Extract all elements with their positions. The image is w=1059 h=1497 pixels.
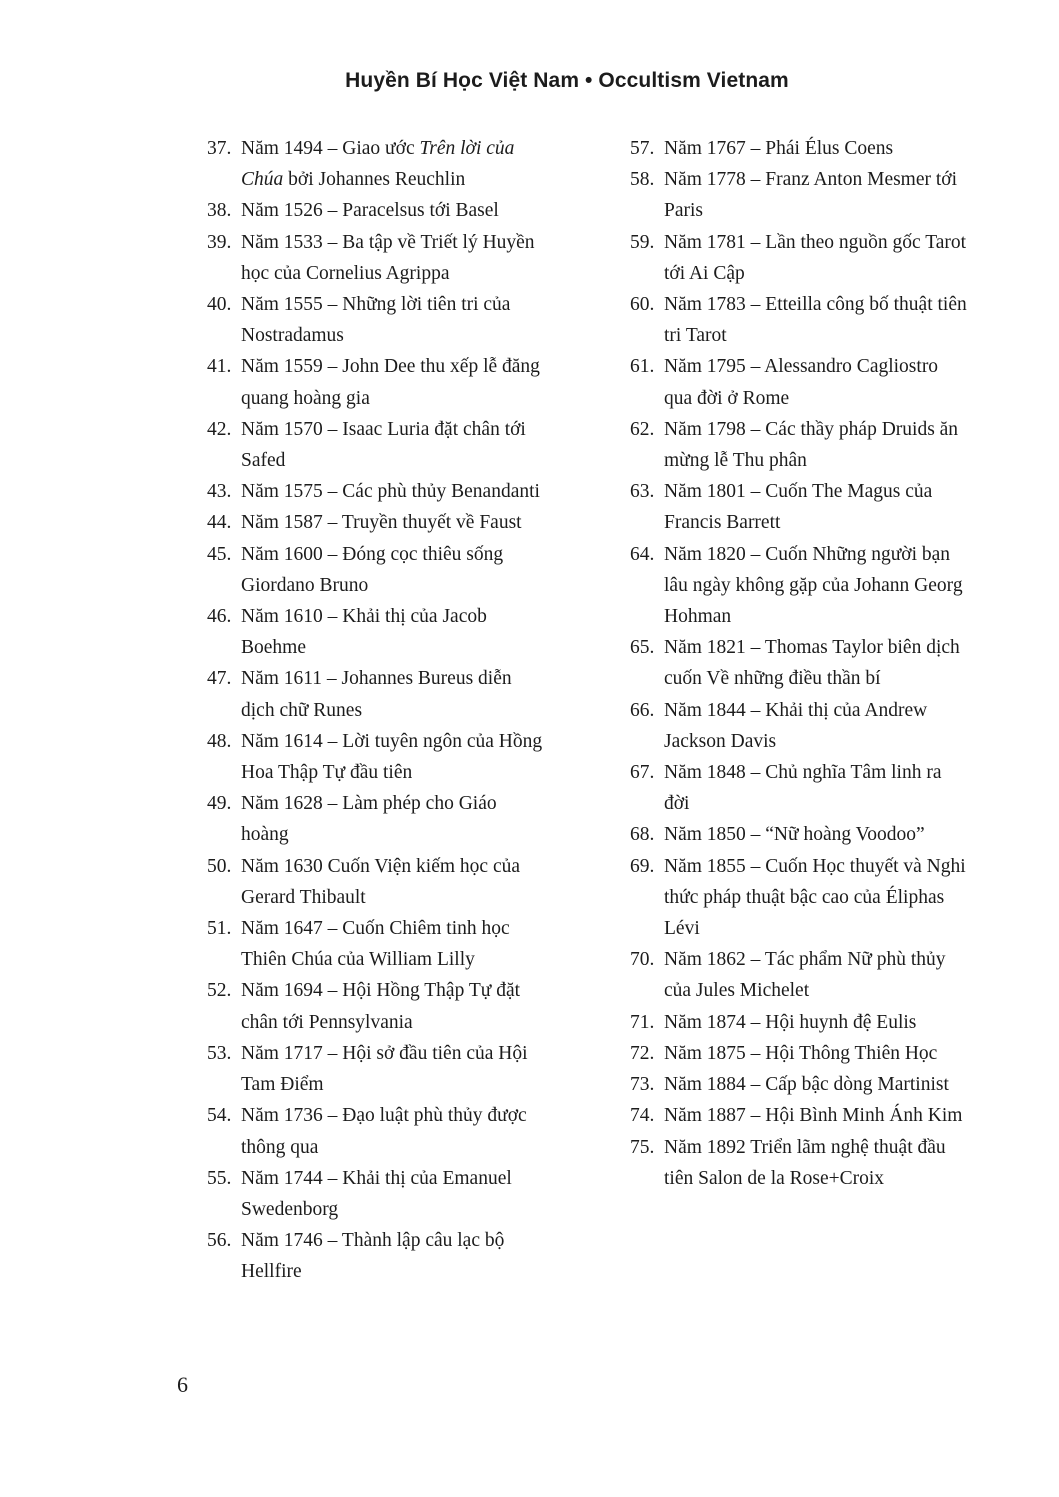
item-number: 50. (207, 855, 232, 877)
list-item (207, 227, 547, 289)
list-item (630, 1100, 970, 1131)
item-text: Năm 1647 – Cuốn Chiêm tinh học Thiên Chúa của William Lilly (241, 918, 510, 971)
item-number: 39. (207, 231, 232, 253)
item-text: Năm 1570 – Isaac Luria đặt chân tới Safed (241, 418, 526, 472)
list-item (630, 819, 970, 850)
list-item (630, 757, 970, 819)
item-text: Năm 1744 – Khải thị của Emanuel Swedenborg (241, 1167, 512, 1220)
list-item (207, 195, 547, 226)
list-item (207, 726, 547, 788)
list-item (207, 1225, 547, 1287)
list-item (630, 1038, 970, 1069)
list-item (207, 133, 547, 195)
item-text: Năm 1778 – Franz Anton Mesmer tới Paris (664, 169, 958, 222)
item-text: Năm 1717 – Hội sở đầu tiên của Hội Tam Điểm (241, 1042, 528, 1096)
item-number: 46. (207, 606, 232, 628)
item-number: 57. (630, 138, 655, 159)
list-item (630, 1132, 970, 1194)
item-text: Năm 1855 – Cuốn Học thuyết và Nghi thức pháp thuật bậc cao của Éliphas Lévi (664, 855, 966, 940)
item-text: Năm 1533 – Ba tập về Triết lý Huyền học của Cornelius Agrippa (241, 231, 535, 284)
list-item (207, 1163, 547, 1225)
item-number: 54. (207, 1105, 232, 1127)
list-item (207, 1038, 547, 1100)
item-number: 48. (207, 730, 232, 752)
timeline-list-left (207, 133, 547, 1288)
item-text: Năm 1874 – Hội huynh đệ Eulis (664, 1011, 917, 1033)
list-item (630, 414, 970, 476)
item-text: Năm 1694 – Hội Hồng Thập Tự đặt chân tới Pennsylvania (241, 980, 521, 1033)
item-text: Năm 1887 – Hội Bình Minh Ánh Kim (664, 1105, 963, 1127)
list-item (630, 851, 970, 945)
item-number: 74. (630, 1105, 655, 1127)
list-item (630, 289, 970, 351)
item-number: 69. (630, 855, 655, 877)
item-text: Năm 1795 – Alessandro Cagliostro qua đời ở Rome (664, 356, 939, 409)
list-item (207, 1100, 547, 1162)
list-item (207, 351, 547, 413)
item-text: Năm 1848 – Chủ nghĩa Tâm linh ra đời (664, 762, 942, 815)
item-text: Năm 1587 – Truyền thuyết về Faust (241, 512, 522, 534)
item-number: 66. (630, 699, 655, 721)
item-text: Năm 1559 – John Dee thu xếp lễ đăng quang hoàng gia (241, 356, 540, 409)
item-number: 72. (630, 1042, 655, 1064)
item-text: Năm 1736 – Đạo luật phù thủy được thông qua (241, 1105, 527, 1158)
item-number: 73. (630, 1074, 655, 1096)
item-number: 58. (630, 169, 655, 191)
list-item (207, 507, 547, 538)
timeline-list-right (630, 133, 970, 1194)
item-number: 65. (630, 637, 655, 659)
list-item (630, 351, 970, 413)
list-item (630, 1069, 970, 1100)
item-text: Năm 1526 – Paracelsus tới Basel (241, 200, 499, 222)
list-item (207, 476, 547, 507)
list-item (207, 414, 547, 476)
list-item (207, 539, 547, 601)
item-number: 45. (207, 543, 232, 565)
item-number: 70. (630, 949, 655, 971)
item-text-italic: Trên lời của Chúa (241, 138, 515, 191)
item-text: Năm 1575 – Các phù thủy Benandanti (241, 481, 540, 503)
list-item (207, 851, 547, 913)
list-item (630, 476, 970, 538)
item-number: 53. (207, 1042, 232, 1064)
list-item (207, 601, 547, 663)
list-item (207, 788, 547, 850)
item-number: 60. (630, 294, 655, 316)
item-number: 68. (630, 824, 655, 846)
list-item (630, 133, 970, 164)
item-number: 51. (207, 918, 232, 940)
item-number: 42. (207, 418, 232, 440)
item-number: 59. (630, 231, 655, 253)
item-number: 71. (630, 1011, 655, 1033)
list-item (630, 632, 970, 694)
item-text: Năm 1610 – Khải thị của Jacob Boehme (241, 606, 487, 659)
list-item (630, 1007, 970, 1038)
list-item (207, 913, 547, 975)
item-text: Năm 1783 – Etteilla công bố thuật tiên tri Tarot (664, 294, 967, 347)
list-item (207, 975, 547, 1037)
item-number: 37. (207, 138, 232, 159)
item-text: Năm 1862 – Tác phẩm Nữ phù thủy của Jules Michelet (664, 949, 946, 1002)
item-text-part: bởi Johannes Reuchlin (283, 169, 466, 191)
item-text: Năm 1600 – Đóng cọc thiêu sống Giordano Bruno (241, 543, 504, 596)
item-number: 62. (630, 418, 655, 440)
item-text: Năm 1611 – Johannes Bureus diễn dịch chữ Runes (241, 668, 512, 721)
list-item (630, 944, 970, 1006)
item-text: Năm 1781 – Lần theo nguồn gốc Tarot tới Ai Cập (664, 231, 967, 284)
item-text: Năm 1892 Triển lãm nghệ thuật đầu tiên Salon de la Rose+Croix (664, 1136, 946, 1189)
item-number: 56. (207, 1230, 232, 1252)
item-number: 38. (207, 200, 232, 222)
item-text: Năm 1628 – Làm phép cho Giáo hoàng (241, 793, 497, 846)
item-number: 75. (630, 1136, 655, 1158)
item-text: Năm 1844 – Khải thị của Andrew Jackson Davis (664, 699, 928, 752)
item-number: 47. (207, 668, 232, 690)
item-number: 40. (207, 294, 232, 316)
item-text: Năm 1767 – Phái Élus Coens (664, 138, 894, 159)
item-text: Năm 1614 – Lời tuyên ngôn của Hồng Hoa Thập Tự đầu tiên (241, 730, 543, 784)
page-number: 6 (177, 1372, 188, 1397)
item-number: 49. (207, 793, 232, 815)
list-item (207, 289, 547, 351)
list-item (207, 663, 547, 725)
item-number: 43. (207, 481, 232, 503)
list-item (630, 164, 970, 226)
item-text: Năm 1798 – Các thầy pháp Druids ăn mừng lễ Thu phân (664, 418, 959, 472)
item-number: 63. (630, 481, 655, 503)
item-number: 44. (207, 512, 232, 534)
item-text-part: Năm 1494 – Giao ước (241, 138, 420, 159)
list-item (630, 227, 970, 289)
item-number: 41. (207, 356, 232, 378)
list-item (630, 539, 970, 633)
item-text: Năm 1850 – “Nữ hoàng Voodoo” (664, 824, 925, 846)
item-text: Năm 1875 – Hội Thông Thiên Học (664, 1042, 938, 1064)
item-text: Năm 1884 – Cấp bậc dòng Martinist (664, 1074, 949, 1096)
item-text: Năm 1820 – Cuốn Những người bạn lâu ngày không gặp của Johann Georg Hohman (664, 543, 963, 628)
list-item (630, 695, 970, 757)
item-number: 55. (207, 1167, 232, 1189)
item-number: 61. (630, 356, 655, 378)
item-text: Năm 1801 – Cuốn The Magus của Francis Barrett (664, 481, 933, 534)
item-text: Năm 1630 Cuốn Viện kiếm học của Gerard Thibault (241, 855, 520, 908)
item-number: 67. (630, 762, 655, 784)
item-text (241, 133, 547, 195)
item-text: Năm 1746 – Thành lập câu lạc bộ Hellfire (241, 1230, 505, 1283)
item-text: Năm 1555 – Những lời tiên tri của Nostradamus (241, 294, 511, 347)
page-header: Huyền Bí Học Việt Nam • Occultism Vietnam (345, 69, 789, 92)
item-text: Năm 1821 – Thomas Taylor biên dịch cuốn Về những điều thần bí (664, 637, 960, 690)
item-number: 52. (207, 980, 232, 1002)
item-number: 64. (630, 543, 655, 565)
